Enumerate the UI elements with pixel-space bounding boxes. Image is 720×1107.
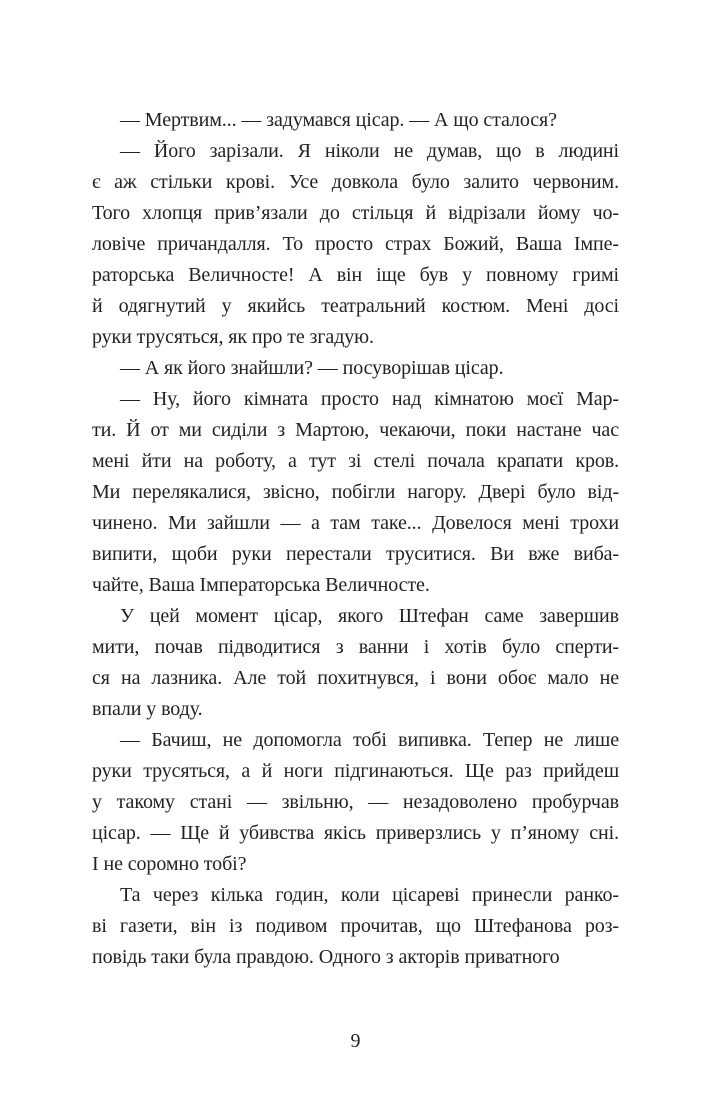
text-line: мені йти на роботу, а тут зі стелі почала крапати кров.: [92, 450, 619, 472]
text-line: Ми перелякалися, звісно, побігли нагору. Двері було від-: [92, 481, 619, 503]
text-line: І не соромно тобі?: [92, 853, 247, 875]
page-text-block: [92, 105, 619, 973]
text-line: чинено. Ми зайшли — а там таке... Довелося мені трохи: [92, 512, 619, 534]
text-line: — А як його знайшли? — посуворішав цісар.: [120, 357, 504, 379]
text-line: ловіче причандалля. То просто страх Божий, Ваша Імпе-: [92, 233, 619, 255]
text-line: у такому стані — звільню, — незадоволено пробурчав: [92, 791, 619, 813]
text-line: впали у воду.: [92, 698, 203, 720]
text-line: — Ну, його кімната просто над кімнатою моєї Мар-: [120, 388, 619, 410]
text-line: — Бачиш, не допомогла тобі випивка. Тепер не лише: [120, 729, 619, 751]
text-line: ся на лазника. Але той похитнувся, і вони обоє мало не: [92, 667, 619, 689]
text-line: чайте, Ваша Імператорська Величносте.: [92, 574, 430, 596]
text-line: повідь таки була правдою. Одного з акторів приватного: [92, 946, 560, 968]
text-line: У цей момент цісар, якого Штефан саме завершив: [120, 605, 619, 627]
text-line: є аж стільки крові. Усе довкола було залито червоним.: [92, 171, 619, 193]
text-line: мити, почав підводитися з ванни і хотів було сперти-: [92, 636, 619, 658]
text-line: Та через кілька годин, коли цісареві принесли ранко-: [120, 884, 619, 906]
text-line: — Мертвим... — задумався цісар. — А що сталося?: [120, 109, 557, 131]
text-line: Того хлопця прив’язали до стільця й відрізали йому чо-: [92, 202, 619, 224]
text-line: раторська Величносте! А він іще був у повному гримі: [92, 264, 619, 286]
text-line: випити, щоби руки перестали труситися. Ви вже виба-: [92, 543, 619, 565]
page-number: 9: [350, 1030, 361, 1052]
text-line: руки трусяться, як про те згадую.: [92, 326, 374, 348]
text-line: ві газети, він із подивом прочитав, що Штефанова роз-: [92, 915, 619, 937]
text-line: — Його зарізали. Я ніколи не думав, що в людині: [120, 140, 619, 162]
text-line: руки трусяться, а й ноги підгинаються. Ще раз прийдеш: [92, 760, 619, 782]
text-line: ти. Й от ми сиділи з Мартою, чекаючи, поки настане час: [92, 419, 619, 441]
text-line: цісар. — Ще й убивства якісь приверзлись у п’яному сні.: [92, 822, 619, 844]
text-line: й одягнутий у якийсь театральний костюм. Мені досі: [92, 295, 619, 317]
